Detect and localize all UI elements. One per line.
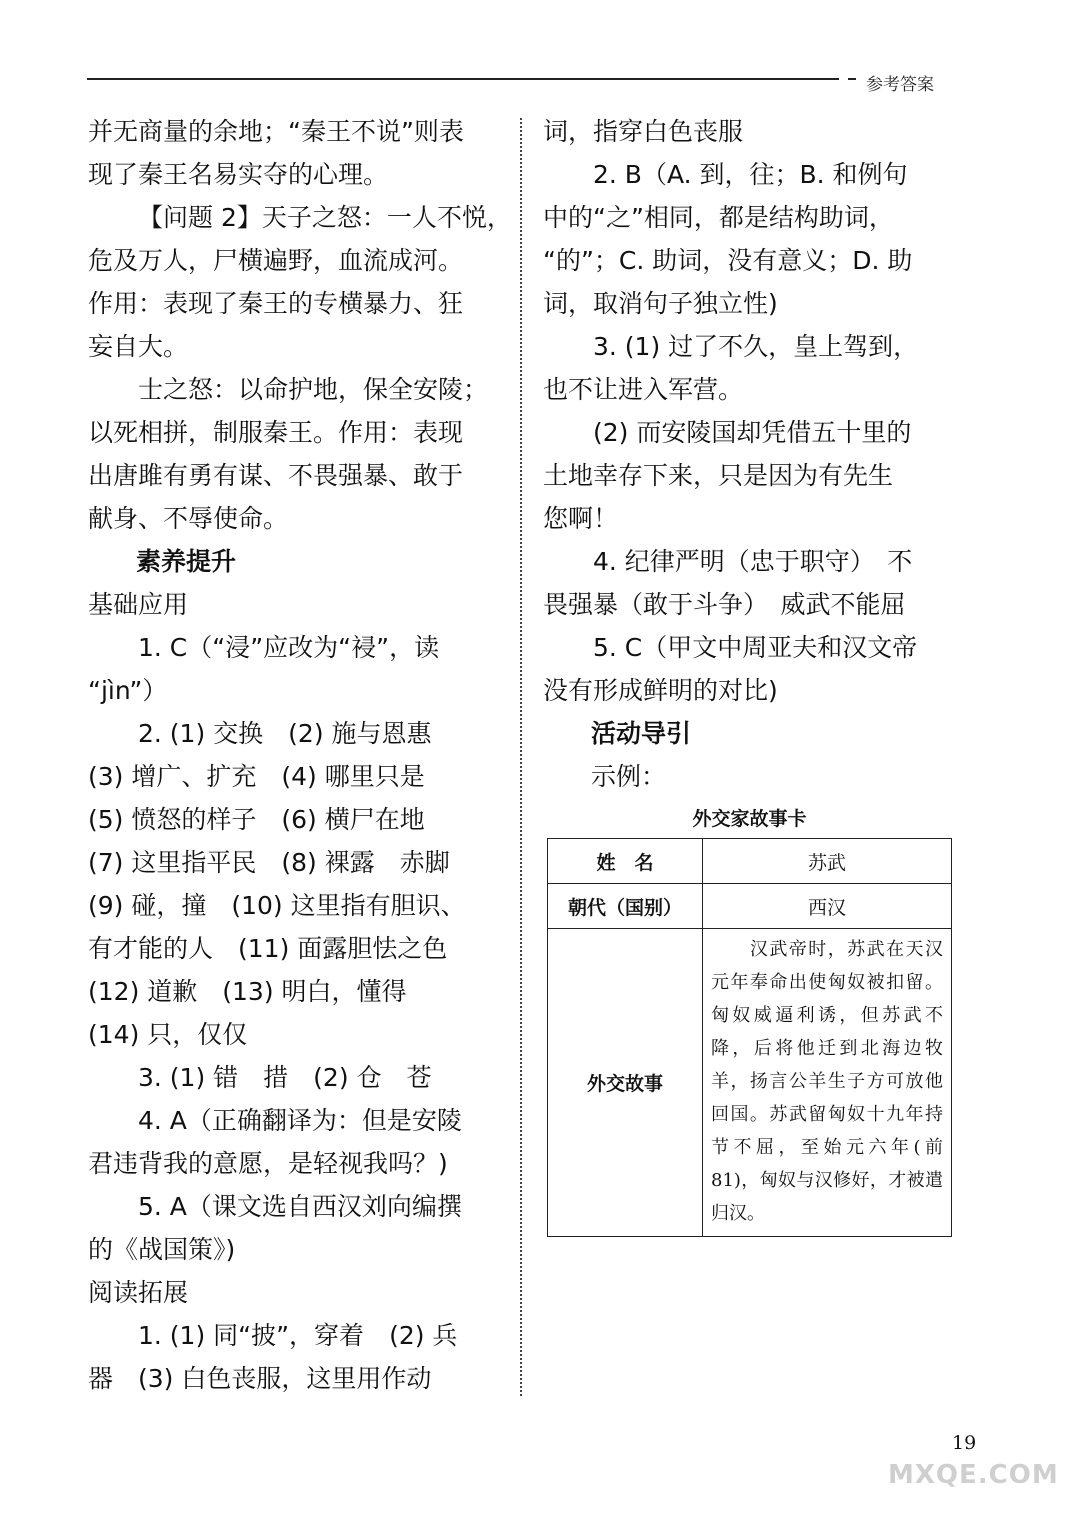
card-row-dynasty: [548, 884, 952, 929]
text-line: 【问题 2】天子之怒：一人不悦，: [138, 203, 512, 232]
text-line: 畏强暴（敢于斗争） 威武不能屈: [543, 590, 906, 619]
text-line: 中的“之”相同，都是结构助词，: [543, 203, 894, 232]
text-line: 示例：: [591, 762, 667, 791]
text-line: 并无商量的余地；“秦王不说”则表: [88, 117, 464, 146]
column-divider: [520, 118, 522, 1396]
story-label: 外交故事: [548, 929, 703, 1237]
text-line: 君违背我的意愿，是轻视我吗？): [88, 1149, 448, 1178]
name-value: 苏武: [703, 839, 952, 884]
text-line: (9) 碰，撞 (10) 这里指有胆识、: [88, 891, 466, 920]
text-line: 素养提升: [136, 547, 237, 576]
text-line: 5. A（课文选自西汉刘向编撰: [138, 1192, 462, 1221]
text-line: (14) 只，仅仅: [88, 1020, 248, 1049]
name-label: 姓 名: [548, 839, 703, 884]
text-line: 4. A（正确翻译为：但是安陵: [138, 1106, 462, 1135]
right-column: [543, 110, 953, 798]
text-line: 3. (1) 过了不久，皇上驾到，: [593, 332, 919, 361]
text-line: 词，取消句子独立性): [543, 289, 778, 318]
header-rule: [87, 78, 839, 80]
text-line: 2. (1) 交换 (2) 施与恩惠: [138, 719, 432, 748]
dynasty-label: 朝代（国别）: [548, 884, 703, 929]
story-text: 汉武帝时，苏武在天汉元年奉命出使匈奴被扣留。匈奴威逼利诱，但苏武不降，后将他迁到北海边牧羊，扬言公羊生子方可放他回国。苏武留匈奴十九年持节不屈，至始元六年(前 81)，匈奴与汉修好，才被遣归汉。: [703, 929, 952, 1237]
text-line: 危及万人，尸横遍野，血流成河。: [88, 246, 464, 275]
text-line: 土地幸存下来，只是因为有先生: [543, 461, 894, 490]
text-line: 词，指穿白色丧服: [543, 117, 744, 146]
left-column: [88, 110, 512, 1400]
text-line: “的”；C. 助词，没有意义；D. 助: [543, 246, 913, 275]
text-line: (12) 道歉 (13) 明白，懂得: [88, 977, 407, 1006]
text-line: 有才能的人 (11) 面露胆怯之色: [88, 934, 448, 963]
text-line: 现了秦王名易实夺的心理。: [88, 160, 389, 189]
text-line: 5. C（甲文中周亚夫和汉文帝: [593, 633, 918, 662]
text-line: 您啊！: [543, 504, 619, 533]
text-line: 献身、不辱使命。: [88, 504, 289, 533]
card-row-story: [548, 929, 952, 1237]
text-line: 1. (1) 同“披”，穿着 (2) 兵: [138, 1321, 458, 1350]
text-line: 出唐雎有勇有谋、不畏强暴、敢于: [88, 461, 464, 490]
text-line: (2) 而安陵国却凭借五十里的: [593, 418, 912, 447]
story-card-table: [547, 838, 952, 1237]
watermark: MXQE.COM: [888, 1460, 1059, 1490]
text-line: 以死相拼，制服秦王。作用：表现: [88, 418, 464, 447]
text-line: 3. (1) 错 措 (2) 仓 苍: [138, 1063, 432, 1092]
dynasty-value: 西汉: [703, 884, 952, 929]
text-line: 2. B（A. 到，往；B. 和例句: [593, 160, 908, 189]
card-row-name: [548, 839, 952, 884]
text-line: “jìn”）: [88, 676, 168, 705]
text-line: 1. C（“浸”应改为“祲”，读: [138, 633, 440, 662]
text-line: 妄自大。: [88, 332, 189, 361]
text-line: 器 (3) 白色丧服，这里用作动: [88, 1364, 432, 1393]
text-line: 活动导引: [591, 719, 692, 748]
text-line: 的《战国策》): [88, 1235, 236, 1264]
text-line: 4. 纪律严明（忠于职守） 不: [593, 547, 913, 576]
text-line: 阅读拓展: [88, 1278, 189, 1307]
text-line: (3) 增广、扩充 (4) 哪里只是: [88, 762, 425, 791]
text-line: 作用：表现了秦王的专横暴力、狂: [88, 289, 464, 318]
text-line: (7) 这里指平民 (8) 裸露 赤脚: [88, 848, 450, 877]
text-line: 也不让进入军营。: [543, 375, 744, 404]
running-header: 参考答案: [866, 75, 934, 95]
story-card-title: 外交家故事卡: [692, 808, 807, 830]
text-line: 基础应用: [88, 590, 189, 619]
header-rule-end: [848, 78, 856, 80]
text-line: 士之怒：以命护地，保全安陵；: [138, 375, 489, 404]
text-line: (5) 愤怒的样子 (6) 横尸在地: [88, 805, 425, 834]
page-number: 19: [952, 1432, 977, 1454]
text-line: 没有形成鲜明的对比): [543, 676, 778, 705]
